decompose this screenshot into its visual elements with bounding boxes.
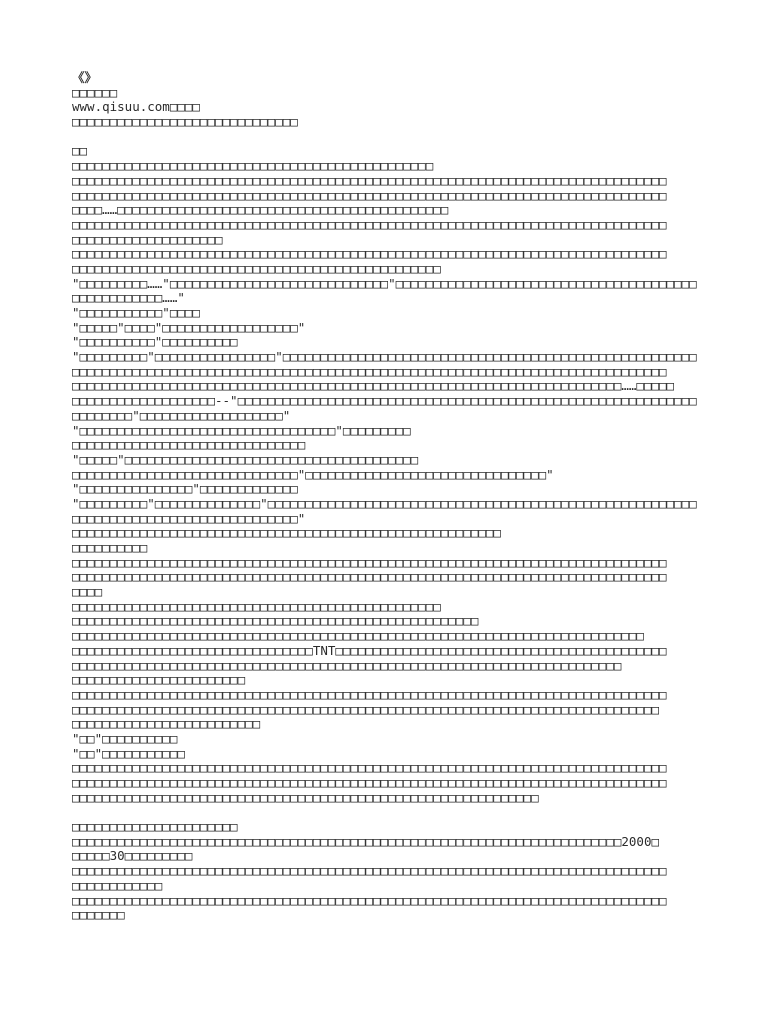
text-line: □□□□□□□□□□□□□□□□□□□--"□□□□□□□□□□□□□□□□□□□□□□□□□□□□□□□□□□□□□□□□□□□□□□□□□□□□□□□□□□□□□ [72,393,697,409]
text-line: □□□□□□□□□□□□□□□□□□□□□□□□□□□□□□□□□□□□□□□□□□□□□□□□□□□□□□□□□□□□□□□□□□□□□□□□□□□□□□□ [72,187,667,203]
blank-line [72,130,752,145]
text-line: □□□□□30□□□□□□□□□ [72,848,193,864]
book-title: 《》 [72,70,98,85]
text-line: □□□□□□□□□□□□□□□□□□□□□□□□□□□□□□□□□□□□□□□□□□□□□□□□ [72,158,434,174]
text-line: □□□□□□□□□□□□□□□□□□□□□□□□□□□□□□□□□□□□□□□□□□□□□□□□□□□□□□□□□ [72,525,501,541]
text-line: □□□□□□□□□□□□□□□□□□□□□□□□□□□□□□□□□□□□□□□□□□□□□□□□□□□□□□□□□□□□□□□□□□□□□□□□□……□□□□□ [72,378,675,394]
document-page [72,71,752,923]
text-line: □□□□□□□□□□□□□□□□□□□□□□□□□□□□□□□□□□□□□□□□□□□□□□□□□□□□□□□□□□□□□□□□□□□□□□□□□□□□□□□ [72,760,667,776]
text-line: □□□□□□□□□□□□□□□□□□□□□□□□□□□□□□□□□□□□□□□□□□□□□□□□□□□□□□□□□□□□□□□□□□□□□□□□□□□□□□□ [72,246,667,262]
section-heading: □□□□□□□□□□□□□□□□□□□□□□ [72,819,238,835]
text-line: "□□"□□□□□□□□□□ [72,730,178,746]
text-line: □□□□□□□□□□□□ [72,877,163,893]
notice-line: □□□□□□□□□□□□□□□□□□□□□□□□□□□□□□ [72,114,298,130]
text-line: □□□□□□□□□□□□□□□□□□□□□□□□□□□□□□□□□□□□□□□□□□□□□□□□□ [72,598,441,614]
text-line: "□□□□□"□□□□□□□□□□□□□□□□□□□□□□□□□□□□□□□□□□□□□□□ [72,451,419,467]
text-line: □□□□□□□□□□□□□□□□□□□□□□□□□□□□□□□□□□□□□□□□□□□□□□□□□□□□□□□□□□□□□□□□□□□□□□□□□□□□□□□ [72,686,667,702]
text-line: □□□□□□□□□□□□□□□□□□□□□□□□□□□□□□□□TNT□□□□□□□□□□□□□□□□□□□□□□□□□□□□□□□□□□□□□□□□□□□□ [72,642,667,658]
text-line: □□□□□□□□□□□□□□□□□□□□□□□ [72,672,246,688]
text-line: □□□□□□□□□□□□□□□□□□□□□□□□□□□□□□□□□□□□□□□□□□□□□□□□□□□□□□□□□□□□□□□□□□□□□□□□□□□□□□□ [72,892,667,908]
text-line: □□□□□□□□"□□□□□□□□□□□□□□□□□□□" [72,407,291,423]
text-line: □□□□□□□□□□□□□□□□□□□□□□□□□□□□□□□□□□□□□□□□□□□□□□□□□□□□□□ [72,613,479,629]
text-line: "□□□□□□□□□□□"□□□□ [72,305,200,320]
text-line: "□□□□□□□□□"□□□□□□□□□□□□□□□□"□□□□□□□□□□□□□□□□□□□□□□□□□□□□□□□□□□□□□□□□□□□□□□□□□□□□□□□ [72,349,697,365]
text-line: "□□□□□□□□□……"□□□□□□□□□□□□□□□□□□□□□□□□□□□□□"□□□□□□□□□□□□□□□□□□□□□□□□□□□□□□□□□□□□□□□□ [72,275,697,291]
text-line: □□□□□□□□□□□□□□□□□□□□□□□□□□□□□□□□□□□□□□□□□□□□□□□□□□□□□□□□□□□□□□□□□□□□□□□□□□□□□□□ [72,363,667,379]
text-line: □□□□□□□□□□□□□□□□□□□□□□□□□□□□□□□□□□□□□□□□□□□□□□□□□□□□□□□□□□□□□□□□□□□□□□□□□ [72,657,622,673]
chapter-heading: □□ [72,143,88,159]
text-line: □□□□□□□□□□□□……" [72,290,185,306]
text-line: □□□□□□□□□□ [72,540,148,555]
text-line: "□□□□□□□□□□□□□□□□□□□□□□□□□□□□□□□□□□"□□□□□□□□□ [72,422,411,438]
text-line: □□□□□□□□□□□□□□□□□□□□□□□□□□□□□□"□□□□□□□□□□□□□□□□□□□□□□□□□□□□□□□□" [72,466,554,482]
text-line: □□□□ [72,584,103,600]
book-subtitle: □□□□□□ [72,84,118,100]
text-line: □□□□□□□□□□□□□□□□□□□□□□□□□□□□□□□□□□□□□□□□□□□□□□□□□□□□□□□□□□□□□□ [72,789,539,805]
blank-line [72,805,752,820]
text-line: "□□□□□□□□□□□□□□□"□□□□□□□□□□□□□ [72,481,298,497]
text-line: □□□□□□□□□□□□□□□□□□□□□□□□□□□□□□□□□□□□□□□□□□□□□□□□□□□□□□□□□□□□□□□□□□□□□□□□□□□□□□□ [72,216,667,232]
text-line: □□□□□□□□□□□□□□□□□□□□□□□□□□□□□□□□□□□□□□□□□□□□□□□□□□□□□□□□□□□□□□□□□□□□□□□□□□□□ [72,628,644,644]
text-line: □□□□□□□□□□□□□□□□□□□□ [72,231,223,247]
text-line: □□□□□□□□□□□□□□□□□□□□□□□□□□□□□□□□□□□□□□□□□□□□□□□□□□□□□□□□□□□□□□□□□□□□□□□□□2000□ [72,833,659,849]
text-line: □□□□……□□□□□□□□□□□□□□□□□□□□□□□□□□□□□□□□□□□□□□□□□□□□ [72,202,449,218]
site-line: www.qisuu.com□□□□ [72,99,200,115]
text-line: □□□□□□□□□□□□□□□□□□□□□□□□□□□□□□□□□□□□□□□□□□□□□□□□□□□□□□□□□□□□□□□□□□□□□□□□□□□□□□ [72,701,659,717]
text-line: □□□□□□□□□□□□□□□□□□□□□□□□□□□□□□" [72,510,306,526]
text-line: □□□□□□□□□□□□□□□□□□□□□□□□□□□□□□□□□□□□□□□□□□□□□□□□□□□□□□□□□□□□□□□□□□□□□□□□□□□□□□□ [72,569,667,585]
text-line: □□□□□□□□□□□□□□□□□□□□□□□□□□□□□□□□□□□□□□□□□□□□□□□□□□□□□□□□□□□□□□□□□□□□□□□□□□□□□□□ [72,554,667,570]
text-line: □□□□□□□□□□□□□□□□□□□□□□□□□□□□□□□□□□□□□□□□□□□□□□□□□□□□□□□□□□□□□□□□□□□□□□□□□□□□□□□ [72,863,667,879]
text-line: □□□□□□□ [72,907,125,923]
text-line: □□□□□□□□□□□□□□□□□□□□□□□□□ [72,716,261,732]
text-line: "□□□□□□□□□"□□□□□□□□□□□□□□"□□□□□□□□□□□□□□□□□□□□□□□□□□□□□□□□□□□□□□□□□□□□□□□□□□□□□□□□□ [72,495,697,511]
text-line: □□□□□□□□□□□□□□□□□□□□□□□□□□□□□□□ [72,437,306,453]
text-line: "□□□□□"□□□□"□□□□□□□□□□□□□□□□□□" [72,319,306,335]
text-line: □□□□□□□□□□□□□□□□□□□□□□□□□□□□□□□□□□□□□□□□□□□□□□□□□□□□□□□□□□□□□□□□□□□□□□□□□□□□□□□ [72,172,667,188]
text-line: "□□"□□□□□□□□□□□ [72,745,185,761]
text-line: □□□□□□□□□□□□□□□□□□□□□□□□□□□□□□□□□□□□□□□□□□□□□□□□□ [72,260,441,276]
text-line: "□□□□□□□□□□"□□□□□□□□□□ [72,334,238,350]
text-line: □□□□□□□□□□□□□□□□□□□□□□□□□□□□□□□□□□□□□□□□□□□□□□□□□□□□□□□□□□□□□□□□□□□□□□□□□□□□□□□ [72,775,667,790]
